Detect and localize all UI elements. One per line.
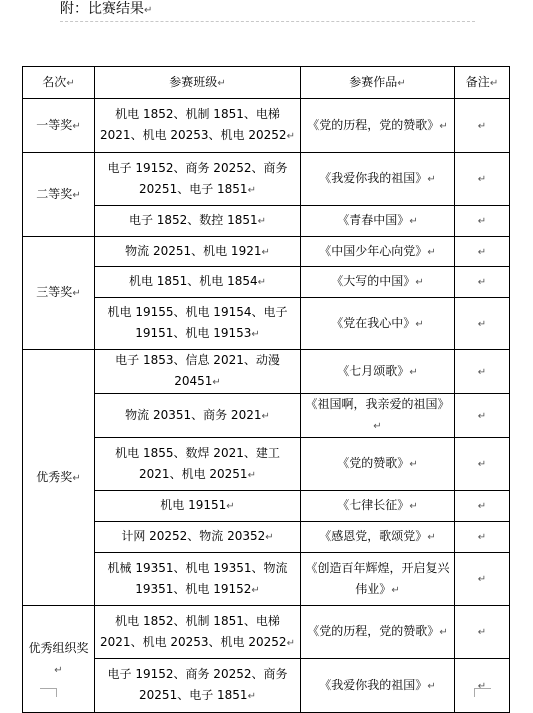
classes-cell: 电子 19152、商务 20252、商务 20251、电子 1851↵ (95, 659, 301, 713)
table-row (23, 553, 510, 606)
classes-cell: 计网 20252、物流 20352↵ (95, 522, 301, 553)
note-cell: ↵ (455, 491, 510, 522)
note-cell: ↵ (455, 350, 510, 394)
note-cell: ↵ (455, 553, 510, 606)
table-row (23, 606, 510, 659)
classes-cell: 机械 19351、机电 19351、物流 19351、机电 19152↵ (95, 553, 301, 606)
work-cell: 《大写的中国》↵ (301, 267, 455, 298)
page-corner-mark-right (474, 688, 491, 697)
classes-cell: 机电 1852、机制 1851、电梯 2021、机电 20253、机电 20252↵ (95, 606, 301, 659)
note-cell: ↵ (455, 606, 510, 659)
work-cell: 《党的历程，党的赞歌》↵ (301, 606, 455, 659)
work-cell: 《我爱你我的祖国》↵ (301, 659, 455, 713)
results-table (22, 66, 510, 713)
heading-divider (60, 21, 475, 22)
page-corner-mark-left (40, 688, 57, 697)
table-row (23, 522, 510, 553)
work-cell: 《青春中国》↵ (301, 206, 455, 237)
table-row (23, 153, 510, 206)
note-cell: ↵ (455, 298, 510, 350)
work-cell: 《党的历程，党的赞歌》↵ (301, 99, 455, 153)
table-row (23, 99, 510, 153)
note-cell: ↵ (455, 522, 510, 553)
classes-cell: 电子 1853、信息 2021、动漫 20451↵ (95, 350, 301, 394)
rank-cell: 一等奖↵ (23, 99, 95, 153)
header-classes: 参赛班级↵ (95, 67, 301, 99)
document-heading (60, 0, 152, 20)
rank-cell: 优秀奖↵ (23, 350, 95, 606)
work-cell: 《我爱你我的祖国》↵ (301, 153, 455, 206)
work-cell: 《七月颂歌》↵ (301, 350, 455, 394)
work-cell: 《创造百年辉煌，开启复兴伟业》↵ (301, 553, 455, 606)
table-row (23, 394, 510, 438)
classes-cell: 机电 19151↵ (95, 491, 301, 522)
work-cell: 《感恩党，歌颂党》↵ (301, 522, 455, 553)
table-row (23, 659, 510, 713)
note-cell: ↵ (455, 659, 510, 713)
heading-text: 附：比赛结果 (60, 1, 144, 17)
table-row (23, 438, 510, 491)
rank-cell: 二等奖↵ (23, 153, 95, 237)
classes-cell: 机电 19155、机电 19154、电子 19151、机电 19153↵ (95, 298, 301, 350)
table-row (23, 350, 510, 394)
rank-cell: 优秀组织奖↵ (23, 606, 95, 713)
classes-cell: 机电 1851、机电 1854↵ (95, 267, 301, 298)
note-cell: ↵ (455, 99, 510, 153)
work-cell: 《中国少年心向党》↵ (301, 237, 455, 267)
note-cell: ↵ (455, 394, 510, 438)
note-cell: ↵ (455, 267, 510, 298)
classes-cell: 机电 1855、数焊 2021、建工 2021、机电 20251↵ (95, 438, 301, 491)
work-cell: 《七律长征》↵ (301, 491, 455, 522)
note-cell: ↵ (455, 206, 510, 237)
note-cell: ↵ (455, 438, 510, 491)
rank-cell: 三等奖↵ (23, 237, 95, 350)
classes-cell: 电子 1852、数控 1851↵ (95, 206, 301, 237)
header-note: 备注↵ (455, 67, 510, 99)
table-row (23, 267, 510, 298)
note-cell: ↵ (455, 237, 510, 267)
classes-cell: 电子 19152、商务 20252、商务 20251、电子 1851↵ (95, 153, 301, 206)
note-cell: ↵ (455, 153, 510, 206)
classes-cell: 物流 20251、机电 1921↵ (95, 237, 301, 267)
classes-cell: 机电 1852、机制 1851、电梯 2021、机电 20253、机电 20252↵ (95, 99, 301, 153)
header-rank: 名次↵ (23, 67, 95, 99)
work-cell: 《祖国啊，我亲爱的祖国》↵ (301, 394, 455, 438)
table-row (23, 237, 510, 267)
work-cell: 《党在我心中》↵ (301, 298, 455, 350)
table-row (23, 491, 510, 522)
paragraph-mark-icon: ↵ (144, 5, 153, 16)
classes-cell: 物流 20351、商务 2021↵ (95, 394, 301, 438)
work-cell: 《党的赞歌》↵ (301, 438, 455, 491)
header-row (23, 67, 510, 99)
table-row (23, 298, 510, 350)
header-work: 参赛作品↵ (301, 67, 455, 99)
table-row (23, 206, 510, 237)
